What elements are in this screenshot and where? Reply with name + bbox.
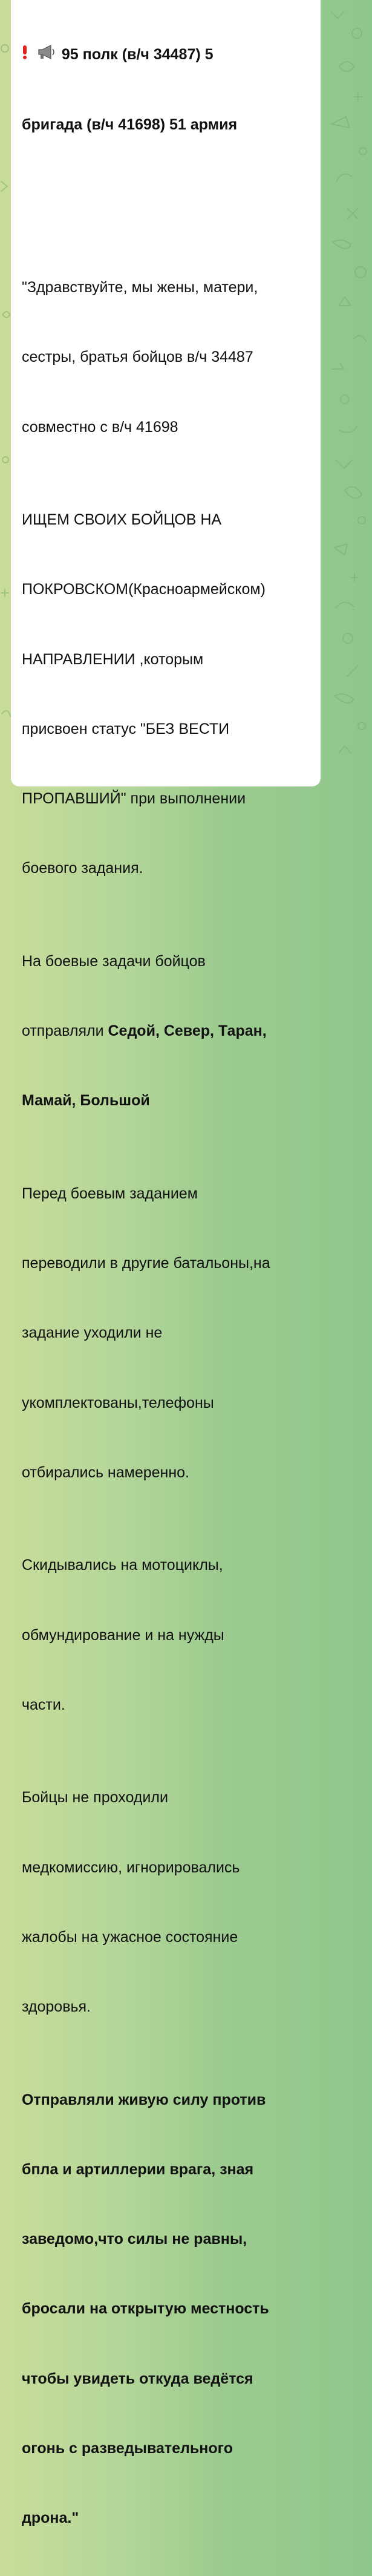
message-line xyxy=(22,1019,316,1042)
message-line: "Здравствуйте, мы жены, матери, xyxy=(22,279,258,296)
message-line: медкомиссию, игнорировались xyxy=(22,1858,240,1876)
message-line: НАПРАВЛЕНИИ ,которым xyxy=(22,650,204,668)
message-line: ИЩЕМ СВОИХ БОЙЦОВ НА xyxy=(22,511,222,529)
message-line-bold: огонь с разведывательного xyxy=(22,2439,233,2457)
message-line: жалобы на ужасное состояние xyxy=(22,1928,238,1946)
message-line: переводили в другие батальоны,на xyxy=(22,1255,270,1272)
message-line: части. xyxy=(22,1696,65,1713)
message-line: здоровья. xyxy=(22,1998,91,2016)
callsigns-bold: Седой, Север, Таран, xyxy=(108,1022,267,1040)
blank-line xyxy=(22,183,316,206)
message-line-bold: Отправляли живую силу против xyxy=(22,2091,266,2108)
message-line: ПОКРОВСКОМ(Красноармейском) xyxy=(22,581,266,598)
message-line: ПРОПАВШИЙ" при выполнении xyxy=(22,790,246,807)
megaphone-icon xyxy=(37,47,62,64)
message-line: задание уходили не xyxy=(22,1324,163,1342)
message-line: Перед боевым заданием xyxy=(22,1185,198,1202)
message-line-bold: бросали на открытую местность xyxy=(22,2300,269,2318)
message-line: На боевые задачи бойцов xyxy=(22,952,206,970)
message-line: укомплектованы,телефоны xyxy=(22,1394,214,1411)
message-text xyxy=(22,0,316,2576)
message-line: Скидывались на мотоциклы, xyxy=(22,1557,223,1574)
message-line: отбирались намеренно. xyxy=(22,1463,189,1481)
header-title-line2: бригада (в/ч 41698) 51 армия xyxy=(22,116,238,134)
message-line: боевого задания. xyxy=(22,860,143,877)
message-header-line1 xyxy=(22,43,316,67)
message-line-bold: бпла и артиллерии врага, зная xyxy=(22,2160,254,2178)
message-line-bold: заведомо,что силы не равны, xyxy=(22,2231,247,2248)
message-line-bold: дрона." xyxy=(22,2509,79,2527)
message-line: Бойцы не проходили xyxy=(22,1789,168,1806)
message-line: сестры, братья бойцов в/ч 34487 xyxy=(22,348,253,366)
message-line: обмундирование и на нужды xyxy=(22,1626,224,1644)
message-line: совместно с в/ч 41698 xyxy=(22,418,178,436)
exclamation-icon xyxy=(22,47,32,64)
header-title-line1: 95 полк (в/ч 34487) 5 xyxy=(61,45,214,63)
message-line-bold: чтобы увидеть откуда ведётся xyxy=(22,2370,253,2387)
message-line: присвоен статус "БЕЗ ВЕСТИ xyxy=(22,720,230,737)
message-text-segment: отправляли xyxy=(22,1022,108,1040)
message-bubble xyxy=(11,0,321,2527)
callsigns-bold: Мамай, Большой xyxy=(22,1092,150,1110)
